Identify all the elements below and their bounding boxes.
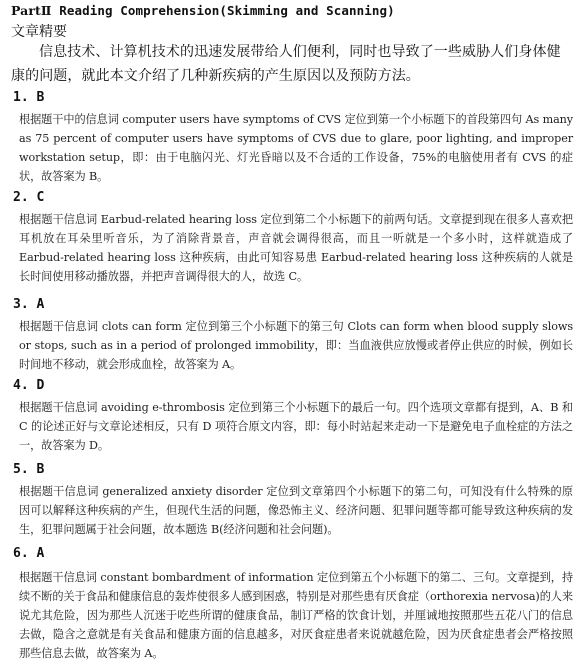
answer-number-1: 1. B [13,90,45,105]
answer-number-3: 3. A [13,297,45,312]
answer-number-4: 4. D [13,378,45,393]
summary-heading: 文章精要 [11,24,67,40]
answer-explanation-5: 根据题干信息词 generalized anxiety disorder 定位到文章第四个小标题下的第二句，可知没有什么特殊的原因可以解释这种疾病的产生，但现代生活的问题，像恐怖主义、经济问题、犯罪问题等都可能导致这种疾病的发生，犯罪问题属于社会问题，故本题选 B(经济问题和社会问题)。 [19,485,573,536]
section-title: Reading Comprehension(Skimming and Scanning) [59,3,395,18]
answer-number-6: 6. A [13,546,45,561]
summary-paragraph: 信息技术、计算机技术的迅速发展带给人们便利，同时也导致了一些威胁人们身体健康的问题，就此本文介绍了几种新疾病的产生原因以及预防方法。 [11,44,561,84]
answer-explanation-1: 根据题干中的信息词 computer users have symptoms of CVS 定位到第一个小标题下的首段第四句 As many as 75 percent of computer users have symptoms of CVS due to glare, poor lighting, and improper workstation setup，即：由于电脑闪光、灯光昏暗以及不合适的工作设备，75%的电脑使用者有 CVS 的症状，故答案为 B。 [19,113,573,183]
answer-explanation-2: 根据题干信息词 Earbud-related hearing loss 定位到第二个小标题下的前两句话。文章提到现在很多人喜欢把耳机放在耳朵里听音乐，为了消除背景音，声音就会调得很高，而且一听就是一个多小时，这样就造成了 Earbud-related hearing loss 这种疾病，由此可知容易患 Earbud-related hearing loss 这种疾病的人就是长时间使用移动播放器，并把声音调得很大的人，故选 C。 [19,213,573,283]
answer-explanation-6: 根据题干信息词 constant bombardment of information 定位到第五个小标题下的第二、三句。文章提到，持续不断的关于食品和健康信息的轰炸使很多人感到困惑，特别是对那些患有厌食症（orthorexia nervosa)的人来说尤其危险，因为那些人沉迷于吃些所谓的健康食品，制订严格的饮食计划，并厘诫地按照那些五花八门的信息去做，隐含之意就是有关食品和健康方面的信息越多，对厌食症患者来说就越危险，因为厌食症患者会严格按照那些信息去做，故答案为 A。 [19,571,573,660]
part-number: PartⅡ [11,3,52,18]
answer-explanation-3: 根据题干信息词 clots can form 定位到第三个小标题下的第三句 Clots can form when blood supply slows or stops, such as in a period of prolonged immobility，即：当血液供应放慢或者停止供应的时候，例如长时间地不移动，就会形成血栓，故答案为 A。 [19,320,573,371]
answer-number-5: 5. B [13,462,45,477]
answer-explanation-4: 根据题干信息词 avoiding e-thrombosis 定位到第三个小标题下的最后一句。四个选项文章都有提到，A、B 和 C 的论述正好与文章论述相反，只有 D 项符合原文内容，即：每小时站起来走动一下是避免电子血栓症的方法之一，故答案为 D。 [19,401,573,452]
answer-number-2: 2. C [13,190,45,205]
section-header [11,3,395,18]
